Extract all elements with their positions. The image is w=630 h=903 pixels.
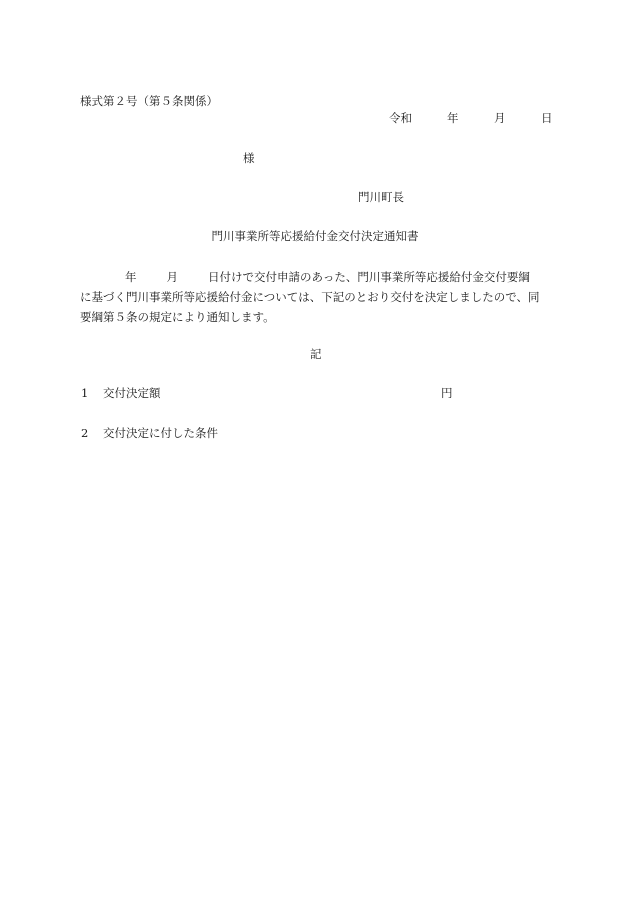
date-day-label: 日 bbox=[541, 111, 553, 125]
item-unit-yen: 円 bbox=[441, 386, 453, 400]
note-heading: 記 bbox=[310, 347, 322, 361]
sender-name: 門川町長 bbox=[358, 190, 404, 204]
recipient-honorific: 様 bbox=[243, 151, 255, 165]
item-number: 1 bbox=[81, 386, 89, 400]
body-line-1-text: 日付けで交付申請のあった、門川事業所等応援給付金交付要綱 bbox=[208, 270, 530, 284]
item-label-grant-amount: 交付決定額 bbox=[103, 386, 161, 400]
item-number: 2 bbox=[81, 426, 89, 440]
body-line-1 bbox=[80, 267, 552, 287]
body-month-label: 月 bbox=[166, 270, 178, 284]
body-year-label: 年 bbox=[125, 270, 137, 284]
item-label-conditions: 交付決定に付した条件 bbox=[103, 426, 218, 440]
date-year-label: 年 bbox=[447, 111, 459, 125]
date-era: 令和 bbox=[389, 111, 412, 125]
form-number: 様式第２号（第５条関係） bbox=[80, 94, 218, 108]
body-line-3: 要綱第５条の規定により通知します。 bbox=[80, 310, 275, 324]
date-month-label: 月 bbox=[494, 111, 506, 125]
body-paragraph bbox=[80, 267, 552, 327]
body-line-2: に基づく門川事業所等応援給付金については、下記のとおり交付を決定しましたので、同 bbox=[80, 290, 540, 304]
document-title: 門川事業所等応援給付金交付決定通知書 bbox=[211, 229, 419, 243]
